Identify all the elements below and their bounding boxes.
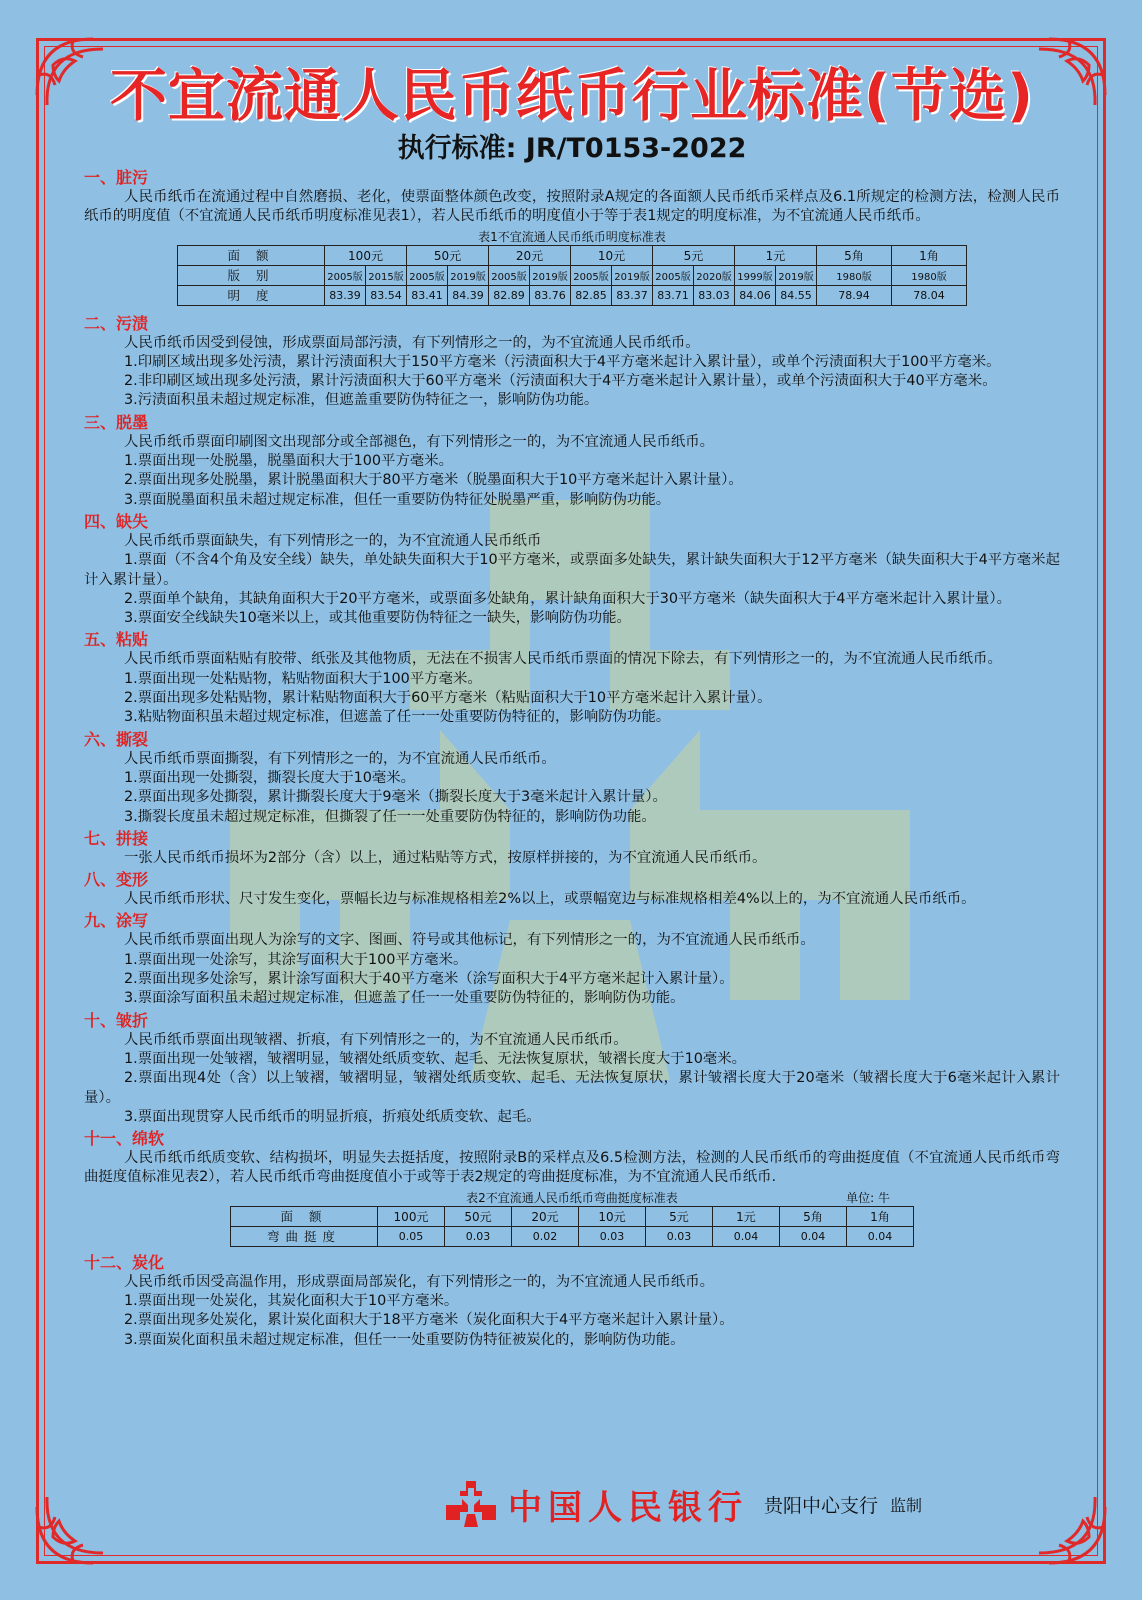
section-title: 二、污渍 bbox=[84, 313, 149, 333]
corner-ornament-icon bbox=[1019, 1477, 1109, 1567]
section-paragraph: 人民币纸币因受高温作用，形成票面局部炭化，有下列情形之一的，为不宜流通人民币纸币。 bbox=[124, 1273, 715, 1290]
table-cell: 100元 bbox=[378, 1206, 445, 1226]
table-cell: 20元 bbox=[512, 1206, 579, 1226]
section-paragraph: 人民币纸币纸质变软、结构损坏，明显失去挺括度，按照附录B的采样点及6.5检测方法，检测的人民币纸币的弯曲挺度值（不宜流通人民币纸币弯曲挺度值标准见表2），若人民币纸币弯曲挺度值小于或等于表2规定的弯曲挺度标准，为不宜流通人民币纸币. bbox=[84, 1150, 1060, 1186]
table-cell: 83.37 bbox=[612, 285, 653, 305]
table-row bbox=[178, 285, 967, 305]
section-paragraph: 2.票面出现多处脱墨，累计脱墨面积大于80平方毫米（脱墨面积大于10平方毫米起计入累计量）。 bbox=[124, 472, 743, 489]
table-cell: 0.03 bbox=[579, 1226, 646, 1246]
table-cell: 83.03 bbox=[694, 285, 735, 305]
table-cell: 1元 bbox=[735, 245, 817, 265]
table-row bbox=[178, 265, 967, 285]
section-title: 一、脏污 bbox=[84, 168, 149, 187]
table-row-label: 面 额 bbox=[231, 1206, 378, 1226]
supervise-label: 监制 bbox=[890, 1495, 923, 1515]
section-title: 八、变形 bbox=[84, 870, 149, 890]
table-cell: 82.89 bbox=[489, 285, 530, 305]
section-paragraph: 2.票面出现多处撕裂，累计撕裂长度大于9毫米（撕裂长度大于3毫米起计入累计量）。 bbox=[124, 789, 667, 806]
table-cell: 84.39 bbox=[448, 285, 489, 305]
table2-caption: 表2不宜流通人民币纸币弯曲挺度标准表 bbox=[466, 1190, 678, 1205]
section-paragraph: 1.票面出现一处撕裂，撕裂长度大于10毫米。 bbox=[124, 769, 416, 786]
section-title: 九、涂写 bbox=[84, 911, 149, 931]
table-cell: 83.39 bbox=[325, 285, 366, 305]
section-paragraph: 1.票面出现一处粘贴物，粘贴物面积大于100平方毫米。 bbox=[124, 670, 482, 687]
section-title: 三、脱墨 bbox=[84, 412, 149, 432]
table-row-label: 明 度 bbox=[178, 285, 325, 305]
section-paragraph: 1.票面出现一处皱褶，皱褶明显，皱褶处纸质变软、起毛、无法恢复原状，皱褶长度大于10毫米。 bbox=[124, 1050, 747, 1067]
footer bbox=[444, 1478, 1004, 1530]
table2-caption-row bbox=[84, 1190, 1060, 1206]
section-paragraph: 人民币纸币在流通过程中自然磨损、老化，使票面整体颜色改变，按照附录A规定的各面额人民币纸币采样点及6.1所规定的检测方法，检测人民币纸币的明度值（不宜流通人民币纸币明度标准见表1），若人民币纸币的明度值小于等于表1规定的明度标准，为不宜流通人民币纸币。 bbox=[84, 189, 1060, 225]
bank-name: 中国人民银行 bbox=[508, 1487, 748, 1528]
table-cell: 5角 bbox=[817, 245, 892, 265]
table-cell: 2005版 bbox=[571, 265, 612, 285]
section-title: 五、粘贴 bbox=[84, 630, 149, 650]
table-cell: 83.41 bbox=[407, 285, 448, 305]
section-paragraph: 3.票面出现贯穿人民币纸币的明显折痕，折痕处纸质变软、起毛。 bbox=[124, 1108, 541, 1125]
table2-unit: 单位: 牛 bbox=[846, 1190, 890, 1205]
table-cell: 50元 bbox=[407, 245, 489, 265]
section-title: 十二、炭化 bbox=[84, 1252, 165, 1272]
page-subtitle: 执行标准: JR/T0153-2022 bbox=[397, 133, 747, 164]
section-paragraph: 人民币纸币票面出现人为涂写的文字、图画、符号或其他标记，有下列情形之一的，为不宜流通人民币纸币。 bbox=[124, 932, 815, 949]
table-cell: 0.04 bbox=[847, 1226, 914, 1246]
table-cell: 0.04 bbox=[713, 1226, 780, 1246]
table-cell: 10元 bbox=[579, 1206, 646, 1226]
section-title: 七、拼接 bbox=[84, 828, 149, 848]
section-paragraph: 3.票面炭化面积虽未超过规定标准，但任一一处重要防伪特征被炭化的，影响防伪功能。 bbox=[124, 1331, 685, 1348]
table-cell: 0.03 bbox=[445, 1226, 512, 1246]
section-paragraph: 3.撕裂长度虽未超过规定标准，但撕裂了任一一处重要防伪特征的，影响防伪功能。 bbox=[124, 808, 656, 825]
section-title: 四、缺失 bbox=[84, 511, 149, 531]
table-cell: 20元 bbox=[489, 245, 571, 265]
section-title: 十一、绵软 bbox=[84, 1129, 165, 1149]
table-cell: 2020版 bbox=[694, 265, 735, 285]
table-cell: 0.05 bbox=[378, 1226, 445, 1246]
section-paragraph: 人民币纸币票面缺失，有下列情形之一的，为不宜流通人民币纸币 bbox=[124, 532, 542, 549]
table-cell: 0.02 bbox=[512, 1226, 579, 1246]
table-cell: 1980版 bbox=[892, 265, 967, 285]
brightness-table bbox=[177, 245, 967, 306]
table-cell: 83.76 bbox=[530, 285, 571, 305]
table-row-label: 版 别 bbox=[178, 265, 325, 285]
table-cell: 82.85 bbox=[571, 285, 612, 305]
table-cell: 84.06 bbox=[735, 285, 776, 305]
table-row-label: 面 额 bbox=[178, 245, 325, 265]
section-paragraph: 1.票面（不含4个角及安全线）缺失，单处缺失面积大于10平方毫米，或票面多处缺失，累计缺失面积大于12平方毫米（缺失面积大于4平方毫米起计入累计量）。 bbox=[84, 552, 1060, 588]
bank-logo-icon bbox=[444, 1479, 498, 1529]
table-cell: 2019版 bbox=[612, 265, 653, 285]
table-cell: 10元 bbox=[571, 245, 653, 265]
table-cell: 83.54 bbox=[366, 285, 407, 305]
section-paragraph: 人民币纸币票面粘贴有胶带、纸张及其他物质，无法在不损害人民币纸币票面的情况下除去，有下列情形之一的，为不宜流通人民币纸币。 bbox=[124, 651, 1002, 668]
section-paragraph: 人民币纸币票面印刷图文出现部分或全部褪色，有下列情形之一的，为不宜流通人民币纸币。 bbox=[124, 433, 715, 450]
section-title: 六、撕裂 bbox=[84, 729, 149, 749]
section-paragraph: 1.票面出现一处涂写，其涂写面积大于100平方毫米。 bbox=[124, 951, 468, 968]
table-cell: 2019版 bbox=[448, 265, 489, 285]
table-cell: 100元 bbox=[325, 245, 407, 265]
table-cell: 2005版 bbox=[489, 265, 530, 285]
branch-name: 贵阳中心支行 bbox=[764, 1494, 879, 1517]
section-paragraph: 3.粘贴物面积虽未超过规定标准，但遮盖了任一一处重要防伪特征的，影响防伪功能。 bbox=[124, 709, 671, 726]
table-cell: 2019版 bbox=[530, 265, 571, 285]
section-paragraph: 一张人民币纸币损坏为2部分（含）以上，通过粘贴等方式，按原样拼接的，为不宜流通人民币纸币。 bbox=[124, 849, 767, 866]
section-paragraph: 3.票面涂写面积虽未超过规定标准，但遮盖了任一一处重要防伪特征的，影响防伪功能。 bbox=[124, 990, 685, 1007]
table-cell: 5元 bbox=[646, 1206, 713, 1226]
document-content bbox=[84, 58, 1060, 1350]
page-title: 不宜流通人民币纸币行业标准(节选) bbox=[109, 63, 1035, 129]
section-paragraph: 1.票面出现一处脱墨，脱墨面积大于100平方毫米。 bbox=[124, 453, 454, 470]
table-row-label: 弯曲挺度 bbox=[231, 1226, 378, 1246]
section-paragraph: 1.票面出现一处炭化，其炭化面积大于10平方毫米。 bbox=[124, 1292, 459, 1309]
table-row bbox=[231, 1226, 914, 1246]
section-paragraph: 2.票面出现多处粘贴物，累计粘贴物面积大于60平方毫米（粘贴面积大于10平方毫米起计入累计量）。 bbox=[124, 690, 772, 707]
table-cell: 1980版 bbox=[817, 265, 892, 285]
stiffness-table bbox=[230, 1206, 914, 1247]
table-cell: 2005版 bbox=[653, 265, 694, 285]
table-cell: 78.04 bbox=[892, 285, 967, 305]
section-paragraph: 3.票面安全线缺失10毫米以上，或其他重要防伪特征之一缺失，影响防伪功能。 bbox=[124, 610, 631, 627]
table-row bbox=[178, 245, 967, 265]
section-paragraph: 2.票面出现4处（含）以上皱褶，皱褶明显，皱褶处纸质变软、起毛、无法恢复原状，累计皱褶长度大于20毫米（皱褶长度大于6毫米起计入累计量）。 bbox=[84, 1070, 1060, 1106]
table-cell: 0.03 bbox=[646, 1226, 713, 1246]
table-cell: 1角 bbox=[847, 1206, 914, 1226]
section-paragraph: 1.印刷区域出现多处污渍，累计污渍面积大于150平方毫米（污渍面积大于4平方毫米起计入累计量），或单个污渍面积大于100平方毫米。 bbox=[124, 353, 1001, 370]
table-cell: 1999版 bbox=[735, 265, 776, 285]
table-cell: 2019版 bbox=[776, 265, 817, 285]
section-paragraph: 人民币纸币票面撕裂，有下列情形之一的，为不宜流通人民币纸币。 bbox=[124, 750, 556, 767]
table-cell: 2005版 bbox=[325, 265, 366, 285]
table-cell: 0.04 bbox=[780, 1226, 847, 1246]
table-cell: 50元 bbox=[445, 1206, 512, 1226]
corner-ornament-icon bbox=[33, 1477, 123, 1567]
section-paragraph: 2.非印刷区域出现多处污渍，累计污渍面积大于60平方毫米（污渍面积大于4平方毫米起计入累计量），或单个污渍面积大于40平方毫米。 bbox=[124, 373, 997, 390]
table-row bbox=[231, 1206, 914, 1226]
section-paragraph: 人民币纸币票面出现皱褶、折痕，有下列情形之一的，为不宜流通人民币纸币。 bbox=[124, 1031, 628, 1048]
table-cell: 78.94 bbox=[817, 285, 892, 305]
section-paragraph: 3.污渍面积虽未超过规定标准，但遮盖重要防伪特征之一，影响防伪功能。 bbox=[124, 392, 599, 409]
table1-caption: 表1不宜流通人民币纸币明度标准表 bbox=[478, 229, 666, 244]
section-paragraph: 2.票面出现多处涂写，累计涂写面积大于40平方毫米（涂写面积大于4平方毫米起计入累计量）。 bbox=[124, 971, 734, 988]
table-cell: 5角 bbox=[780, 1206, 847, 1226]
table-cell: 1角 bbox=[892, 245, 967, 265]
table-cell: 5元 bbox=[653, 245, 735, 265]
table-cell: 2015版 bbox=[366, 265, 407, 285]
table-cell: 1元 bbox=[713, 1206, 780, 1226]
table-cell: 83.71 bbox=[653, 285, 694, 305]
section-paragraph: 2.票面出现多处炭化，累计炭化面积大于18平方毫米（炭化面积大于4平方毫米起计入累计量）。 bbox=[124, 1312, 734, 1329]
table-cell: 84.55 bbox=[776, 285, 817, 305]
section-paragraph: 2.票面单个缺角，其缺角面积大于20平方毫米，或票面多处缺角，累计缺角面积大于30平方毫米（缺失面积大于4平方毫米起计入累计量）。 bbox=[124, 590, 1011, 607]
section-title: 十、皱折 bbox=[84, 1010, 149, 1030]
section-paragraph: 人民币纸币形状、尺寸发生变化，票幅长边与标准规格相差2%以上，或票幅宽边与标准规格相差4%以上的，为不宜流通人民币纸币。 bbox=[124, 891, 976, 908]
section-paragraph: 3.票面脱墨面积虽未超过规定标准，但任一重要防伪特征处脱墨严重，影响防伪功能。 bbox=[124, 491, 671, 508]
table-cell: 2005版 bbox=[407, 265, 448, 285]
section-paragraph: 人民币纸币因受到侵蚀，形成票面局部污渍，有下列情形之一的，为不宜流通人民币纸币。 bbox=[124, 334, 700, 351]
